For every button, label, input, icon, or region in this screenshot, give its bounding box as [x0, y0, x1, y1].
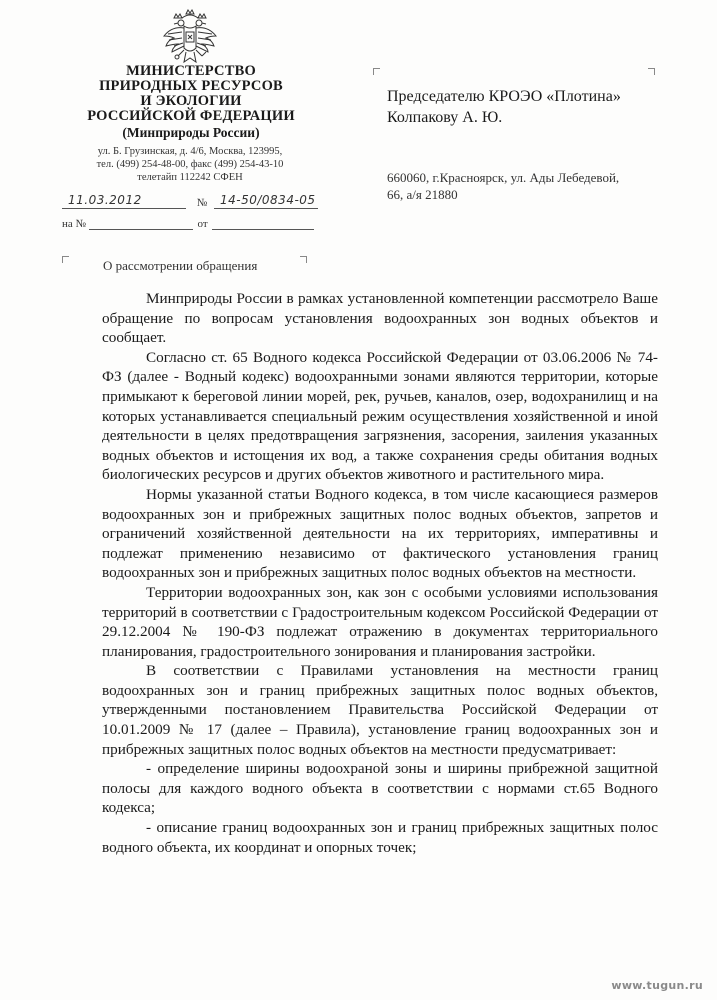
ministry-short-name: (Минприроды России)	[122, 125, 260, 140]
body-paragraph: Согласно ст. 65 Водного кодекса Российской Федерации от 03.06.2006 № 74-ФЗ (далее - Водный кодекс) водоохранными зонами являются территории, которые примыкают к береговой линии морей, рек, ручьев, каналов, озер, водохранилищ и на которых устанавливается специальный режим осуществления хозяйственной и иной деятельности в целях предотвращения загрязнения, засорения, заиления указанных водных объектов и истощения их вод, а также сохранения среды обитания водных биологических ресурсов и других объектов животного и растительного мира.	[102, 348, 658, 484]
address-corner-mark	[373, 68, 380, 75]
ministry-phone: тел. (499) 254-48-00, факс (499) 254-43-10	[96, 159, 284, 170]
body-list-item: - описание границ водоохранных зон и границ прибрежных защитных полос водного объекта, их координат и опорных точек;	[102, 819, 658, 856]
russian-coat-of-arms-icon	[160, 8, 220, 70]
reply-prefix: на №	[62, 218, 87, 230]
site-watermark: www.tugun.ru	[611, 979, 703, 992]
letter-body	[102, 289, 658, 857]
address-corner-mark	[648, 68, 655, 75]
reply-number-field	[89, 217, 193, 230]
ministry-line: ПРИРОДНЫХ РЕСУРСОВ	[99, 78, 283, 94]
recipient-address-line: 660060, г.Красноярск, ул. Ады Лебедевой,	[387, 170, 620, 185]
reply-from-label: от	[197, 218, 208, 230]
ministry-contacts	[70, 145, 310, 184]
recipient-title: Председателю КРОЭО «Плотина»	[387, 88, 621, 105]
registration-date-field	[62, 193, 186, 209]
letter-subject: О рассмотрении обращения	[103, 258, 258, 273]
body-paragraph: Минприроды России в рамках установленной компетенции рассмотрело Ваше обращение по вопросам установления водоохранных зон водных объектов и сообщает.	[102, 290, 658, 347]
subject-corner-mark	[300, 256, 307, 263]
reply-row	[62, 217, 314, 230]
body-paragraph: Нормы указанной статьи Водного кодекса, в том числе касающиеся размеров водоохранных зон и прибрежных защитных полос водных объектов, запретов и ограничений хозяйственной деятельности на их территориях, императивны и подлежат применению независимо от фактического установления границ водоохранных зон и прибрежных защитных полос водных объектов на местности.	[102, 485, 658, 582]
ministry-name	[78, 64, 304, 140]
recipient-address-line: 66, а/я 21880	[387, 187, 458, 202]
body-paragraph: Территории водоохранных зон, как зон с особыми условиями использования территорий в соответствии с Градостроительным кодексом Российской Федерации от 29.12.2004 № 190-ФЗ подлежат отражению в документах территориального планирования, градостроительного зонирования и планирования застройки.	[102, 583, 658, 660]
recipient	[387, 86, 621, 128]
number-label: №	[196, 197, 208, 209]
ministry-line: МИНИСТЕРСТВО	[126, 63, 256, 79]
body-list-item: - определение ширины водоохраной зоны и ширины прибрежной защитной полосы для каждого водного объекта в соответствии с нормами ст.65 Водного кодекса;	[102, 760, 658, 817]
ministry-teletype: телетайп 112242 СФЕН	[137, 172, 243, 183]
ministry-address: ул. Б. Грузинская, д. 4/6, Москва, 123995,	[97, 146, 283, 157]
ministry-line: РОССИЙСКОЙ ФЕДЕРАЦИИ	[87, 108, 295, 124]
subject-corner-mark	[62, 256, 69, 263]
registration-date: 11.03.2012	[68, 193, 142, 207]
registration-row	[62, 193, 318, 209]
recipient-address	[387, 169, 619, 203]
body-paragraph: В соответствии с Правилами установления на местности границ водоохранных зон и границ прибрежных защитных полос водных объектов, утвержденными постановлением Правительства Российской Федерации от 10.01.2009 № 17 (далее – Правила), установление границ водоохранных зон и прибрежных защитных полос водных объектов на местности предусматривает:	[102, 662, 658, 758]
ministry-line: И ЭКОЛОГИИ	[140, 93, 242, 109]
reply-date-field	[212, 217, 314, 230]
registration-number-field	[214, 193, 318, 209]
registration-number: 14-50/0834-05	[220, 193, 316, 207]
recipient-name: Колпакову А. Ю.	[387, 109, 503, 126]
